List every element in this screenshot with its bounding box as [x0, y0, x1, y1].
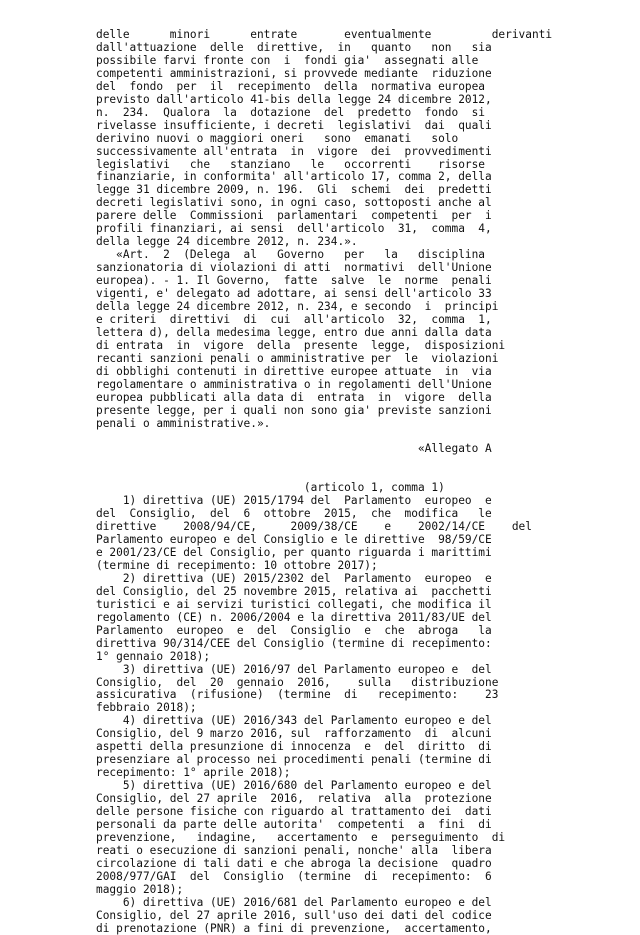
text-line: aspetti della presunzione di innocenza e del diritto di [96, 740, 492, 754]
text-line: 1) direttiva (UE) 2015/1794 del Parlamento europeo e [96, 494, 492, 508]
text-line: 5) direttiva (UE) 2016/680 del Parlamento europeo e del [96, 779, 492, 793]
text-line: Consiglio, del 9 marzo 2016, sul rafforzamento di alcuni [96, 727, 492, 741]
text-line: 2008/977/GAI del Consiglio (termine di recepimento: 6 [96, 869, 492, 883]
text-line: lettera d), della medesima legge, entro due anni dalla data [96, 325, 492, 339]
text-line: della legge 24 dicembre 2012, n. 234, e secondo i principi [96, 299, 499, 313]
text-line: finanziarie, in conformita' all'articolo 17, comma 2, della [96, 170, 492, 184]
text-line: 1° gennaio 2018); [96, 649, 211, 663]
text-line: Consiglio, del 27 aprile 2016, relativa alla protezione [96, 792, 492, 805]
text-line: dall'attuazione delle direttive, in quanto non sia [96, 41, 492, 54]
text-line: previsto dall'articolo 41-bis della legge 24 dicembre 2012, [96, 92, 492, 106]
text-line: prevenzione, indagine, accertamento e perseguimento di [96, 830, 506, 844]
text-line: Parlamento europeo e del Consiglio e le direttive 98/59/CE [96, 533, 492, 546]
text-line: Parlamento europeo e del Consiglio e che abroga la [96, 623, 492, 637]
text-line: decreti legislativi sono, in ogni caso, sottoposti anche al [96, 196, 492, 210]
text-line: di entrata in vigore della presente legge, disposizioni [96, 338, 506, 352]
text-line: maggio 2018); [96, 882, 184, 896]
text-line: Consiglio, del 20 gennaio 2016, sulla distribuzione [96, 675, 499, 689]
text-line: circolazione di tali dati e che abroga la decisione quadro [96, 856, 492, 870]
text-line: vigenti, e' delegato ad adottare, ai sensi dell'articolo 33 [96, 287, 492, 300]
text-line: turistici e ai servizi turistici collegati, che modifica il [96, 597, 492, 611]
text-line: direttiva 90/314/CEE del Consiglio (termine di recepimento: [96, 636, 492, 650]
text-line: 4) direttiva (UE) 2016/343 del Parlamento europeo e del [96, 714, 492, 728]
text-line: 3) direttiva (UE) 2016/97 del Parlamento europeo e del [96, 662, 492, 676]
text-line: presenziare al processo nei procedimenti penali (termine di [96, 753, 492, 767]
text-line: di prenotazione (PNR) a fini di prevenzione, accertamento, [96, 921, 492, 935]
text-line: del Consiglio, del 6 ottobre 2015, che modifica le [96, 507, 492, 521]
text-line: sanzionatoria di violazioni di atti normativi dell'Unione [96, 261, 492, 275]
text-line: n. 234. Qualora la dotazione del predetto fondo si [96, 105, 486, 119]
text-line: recepimento: 1° aprile 2018); [96, 766, 291, 780]
text-line: del Consiglio, del 25 novembre 2015, relativa ai pacchetti [96, 584, 492, 598]
text-line: parere delle Commissioni parlamentari competenti per i [96, 209, 492, 223]
text-line: profili finanziari, ai sensi dell'articolo 31, comma 4, [96, 222, 492, 236]
text-line: europea pubblicati alla data di entrata in vigore della [96, 390, 492, 404]
text-line: del fondo per il recepimento della normativa europea [96, 79, 486, 93]
text-line: personali da parte delle autorita' competenti a fini di [96, 817, 492, 831]
text-line: reati o esecuzione di sanzioni penali, nonche' alla libera [96, 843, 492, 857]
text-line: delle minori entrate eventualmente derivanti [96, 28, 553, 41]
text-line: legge 31 dicembre 2009, n. 196. Gli schemi dei predetti [96, 183, 492, 197]
text-line: (termine di recepimento: 10 ottobre 2017); [96, 558, 378, 572]
text-line: e criteri direttivi di cui all'articolo 32, comma 1, [96, 312, 492, 326]
text-line: regolamentare o amministrativa o in regolamenti dell'Unione [96, 377, 492, 391]
text-line: assicurativa (rifusione) (termine di recepimento: 23 [96, 688, 499, 702]
text-line: della legge 24 dicembre 2012, n. 234.». [96, 235, 358, 249]
text-line: «Allegato A [96, 442, 492, 456]
text-line: e 2001/23/CE del Consiglio, per quanto riguarda i marittimi [96, 546, 492, 559]
text-line: di obblighi contenuti in direttive europee attuate in via [96, 364, 492, 378]
text-line: (articolo 1, comma 1) [96, 481, 445, 495]
text-line: penali o amministrative.». [96, 416, 271, 430]
text-line: legislativi che stanziano le occorrenti risorse [96, 157, 486, 171]
text-line: possibile farvi fronte con i fondi gia' assegnati alle [96, 53, 479, 67]
text-line: successivamente all'entrata in vigore dei provvedimenti [96, 144, 492, 158]
text-line: «Art. 2 (Delega al Governo per la disciplina [96, 248, 486, 262]
text-line: derivino nuovi o maggiori oneri sono emanati solo [96, 131, 459, 145]
text-line: 2) direttiva (UE) 2015/2302 del Parlamento europeo e [96, 571, 492, 585]
text-line: febbraio 2018); [96, 701, 197, 715]
text-line: recanti sanzioni penali o amministrative per le violazioni [96, 351, 499, 365]
text-line: europea). - 1. Il Governo, fatte salve le norme penali [96, 274, 492, 287]
text-line: rivelasse insufficiente, i decreti legislativi dai quali [96, 118, 492, 132]
text-line: regolamento (CE) n. 2006/2004 e la direttiva 2011/83/UE del [96, 610, 492, 624]
text-line: presente legge, per i quali non sono gia' previste sanzioni [96, 403, 492, 417]
text-line: competenti amministrazioni, si provvede mediante riduzione [96, 66, 492, 80]
text-line: direttive 2008/94/CE, 2009/38/CE e 2002/14/CE del [96, 520, 532, 534]
text-line: delle persone fisiche con riguardo al trattamento dei dati [96, 805, 492, 818]
text-line: 6) direttiva (UE) 2016/681 del Parlamento europeo e del [96, 895, 492, 909]
text-line: Consiglio, del 27 aprile 2016, sull'uso dei dati del codice [96, 908, 492, 922]
